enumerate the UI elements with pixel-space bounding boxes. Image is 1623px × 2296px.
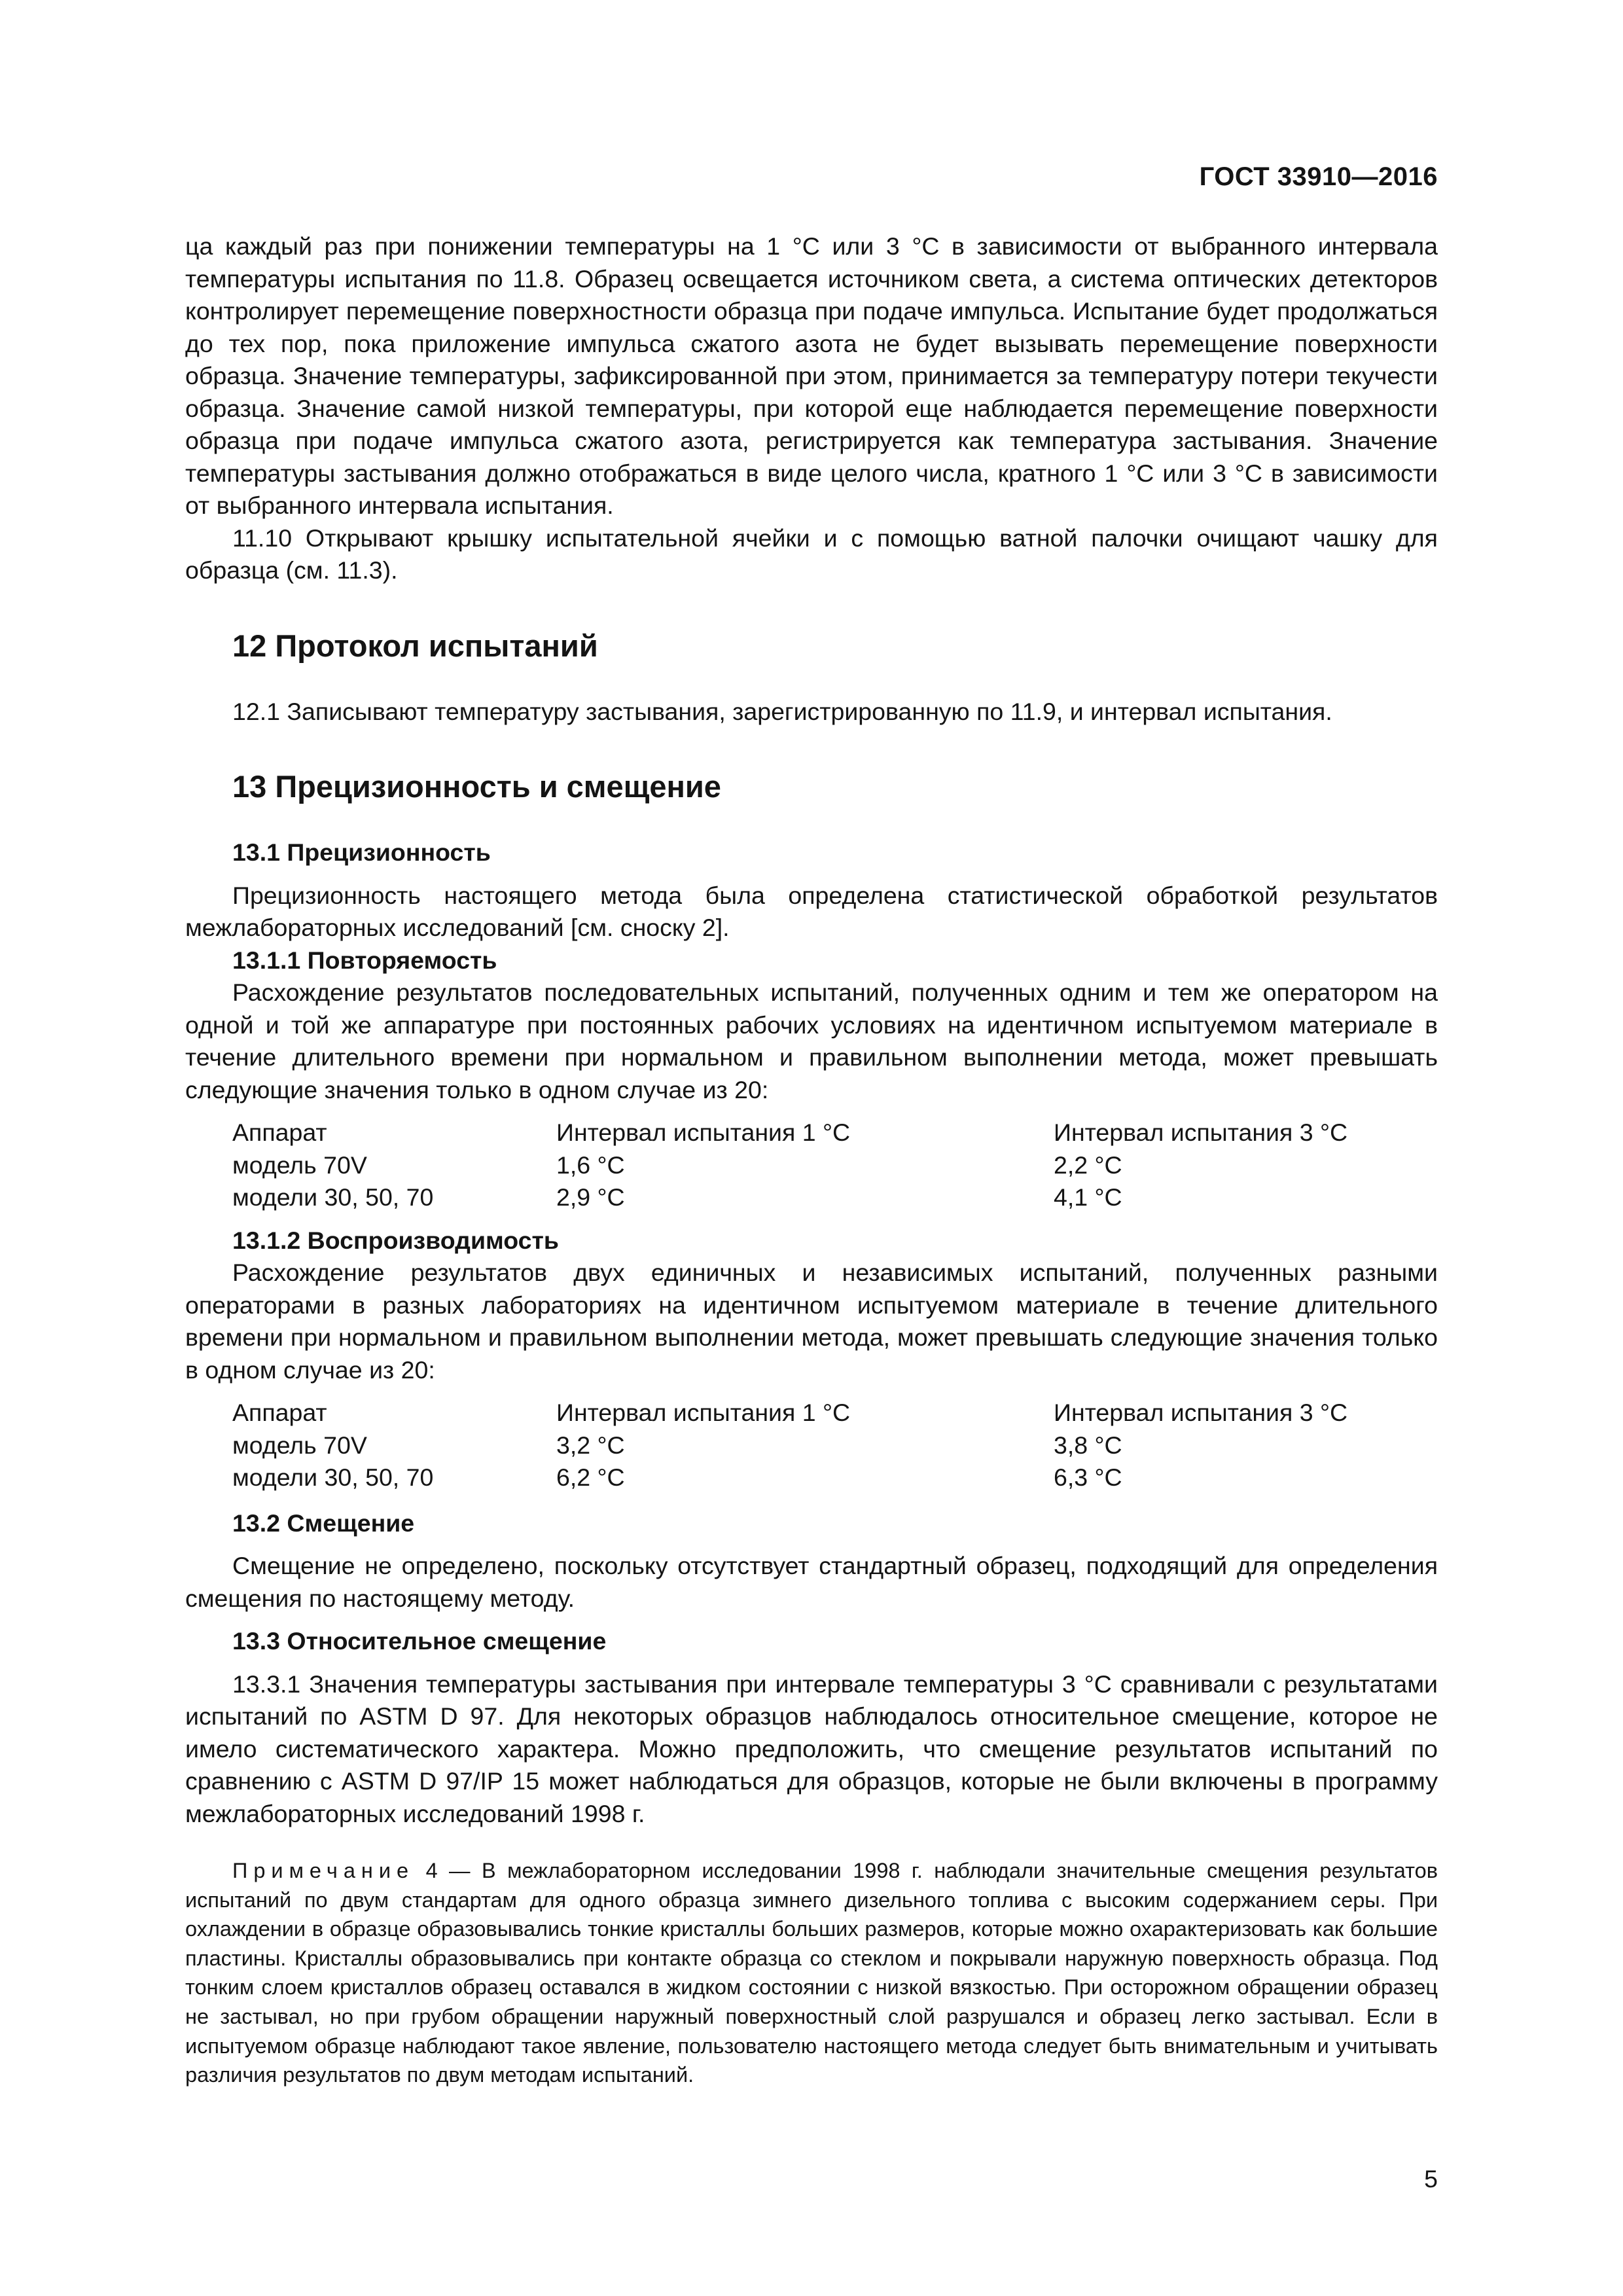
section-13-1-2-text: Расхождение результатов двух единичных и независимых испытаний, полученных разными операторами в разных лабораториях на идентичном испытуемом материале в течение длительного времени при нормальном и правильном выполнении метода, может превышать следующие значения только в одном случае из 20: [185, 1259, 1438, 1384]
table-cell: 3,2 °С [556, 1431, 625, 1459]
note-text: В межлабораторном исследовании 1998 г. наблюдали значительные смещения результатов испытаний по двум стандартам для одного образца зимнего дизельного топлива с высоким содержанием серы. При охлаждении в образце образовывались тонкие кристаллы больших размеров, которые можно охарактеризовать как большие пластины. Кристаллы образовывались при контакте образца со стеклом и покрывали наружную поверхность образца. Под тонким слоем кристаллов образец оставался в жидком состоянии с низкой вязкостью. При осторожном обращении образец не застывал, но при грубом обращении наружный поверхностный слой разрушался и образец легко застывал. Если в испытуемом образце наблюдают такое явление, пользователю настоящего метода следует быть внимательным и учитывать различия результатов по двум методам испытаний. [185, 1859, 1438, 2087]
section-13-3-title: 13.3 Относительное смещение [232, 1627, 607, 1655]
table-header-interval-3: Интервал испытания 3 °С [1054, 1119, 1348, 1146]
table-cell: 2,2 °С [1054, 1151, 1122, 1179]
section-13-1-text: Прецизионность настоящего метода была определена статистической обработкой результатов межлабораторных исследований [см. сноску 2]. [185, 881, 1438, 941]
section-13-1-title: 13.1 Прецизионность [232, 838, 491, 866]
table-row [232, 1149, 1394, 1182]
continuation-paragraph: ца каждый раз при понижении температуры на 1 °С или 3 °С в зависимости от выбранного интервала температуры испытания по 11.8. Образец освещается источником света, а система оптических детекторов контролирует перемещение поверхностности образца при подаче импульса. Испытание будет продолжаться до тех пор, пока приложение импульса сжатого азота не будет вызывать перемещение поверхности образца. Значение температуры, зафиксированной при этом, принимается за температуру потери текучести образца. Значение самой низкой температуры, при которой еще наблюдается перемещение поверхности образца при подаче импульса сжатого азота, регистрируется как температура застывания. Значение температуры застывания должно отображаться в виде целого числа, кратного 1 °С или 3 °С в зависимости от выбранного интервала испытания. [185, 232, 1438, 519]
table-cell: 3,8 °С [1054, 1431, 1122, 1459]
table-cell: модели 30, 50, 70 [232, 1183, 434, 1211]
table-row [232, 1117, 1394, 1149]
table-header-apparatus: Аппарат [232, 1399, 327, 1426]
section-13-3-1-text: 13.3.1 Значения температуры застывания при интервале температуры 3 °С сравнивали с результатами испытаний по ASTM D 97. Для некоторых образцов наблюдалось относительное смещение, которое не имело систематического характера. Можно предположить, что смещение результатов испытаний по сравнению с ASTM D 97/IP 15 может наблюдаться для образцов, которые не были включены в программу межлабораторных исследований 1998 г. [185, 1670, 1438, 1827]
table-cell: 2,9 °С [556, 1183, 625, 1211]
section-13-1-1-title: 13.1.1 Повторяемость [232, 946, 497, 974]
table-row [232, 1462, 1394, 1494]
table-header-interval-1: Интервал испытания 1 °С [556, 1119, 851, 1146]
table-cell: 1,6 °С [556, 1151, 625, 1179]
page-content [185, 230, 1438, 2090]
section-13-1-2-title: 13.1.2 Воспроизводимость [232, 1226, 559, 1254]
note-4 [185, 1856, 1438, 2090]
table-row [232, 1429, 1394, 1462]
section-12-title: 12 Протокол испытаний [232, 628, 598, 663]
section-13-1-1-text: Расхождение результатов последовательных испытаний, полученных одним и тем же оператором на одной и той же аппаратуре при постоянных рабочих условиях на идентичном испытуемом материале в течение длительного времени при нормальном и правильном выполнении метода, может превышать следующие значения только в одном случае из 20: [185, 978, 1438, 1103]
table-cell: 4,1 °С [1054, 1183, 1122, 1211]
table-cell: 6,2 °С [556, 1463, 625, 1491]
paragraph-11-10: 11.10 Открывают крышку испытательной ячейки и с помощью ватной палочки очищают чашку для образца (см. 11.3). [185, 524, 1438, 584]
section-13-title: 13 Прецизионность и смещение [232, 769, 721, 804]
section-13-2-text: Смещение не определено, поскольку отсутствует стандартный образец, подходящий для определения смещения по настоящему методу. [185, 1552, 1438, 1612]
table-header-interval-3: Интервал испытания 3 °С [1054, 1399, 1348, 1426]
table-cell: 6,3 °С [1054, 1463, 1122, 1491]
table-cell: модель 70V [232, 1151, 367, 1179]
table-header-apparatus: Аппарат [232, 1119, 327, 1146]
page-number: 5 [1424, 2165, 1438, 2193]
section-13-2-title: 13.2 Смещение [232, 1509, 415, 1537]
note-number: 4 — [425, 1859, 471, 1882]
table-row [232, 1181, 1394, 1214]
note-label: Примечание [232, 1859, 415, 1882]
repeatability-table [232, 1117, 1394, 1214]
table-header-interval-1: Интервал испытания 1 °С [556, 1399, 851, 1426]
paragraph-12-1: 12.1 Записывают температуру застывания, зарегистрированную по 11.9, и интервал испытания. [232, 697, 1332, 725]
table-row [232, 1397, 1394, 1429]
table-cell: модели 30, 50, 70 [232, 1463, 434, 1491]
reproducibility-table [232, 1397, 1394, 1494]
table-cell: модель 70V [232, 1431, 367, 1459]
document-id-header: ГОСТ 33910—2016 [1199, 162, 1438, 191]
